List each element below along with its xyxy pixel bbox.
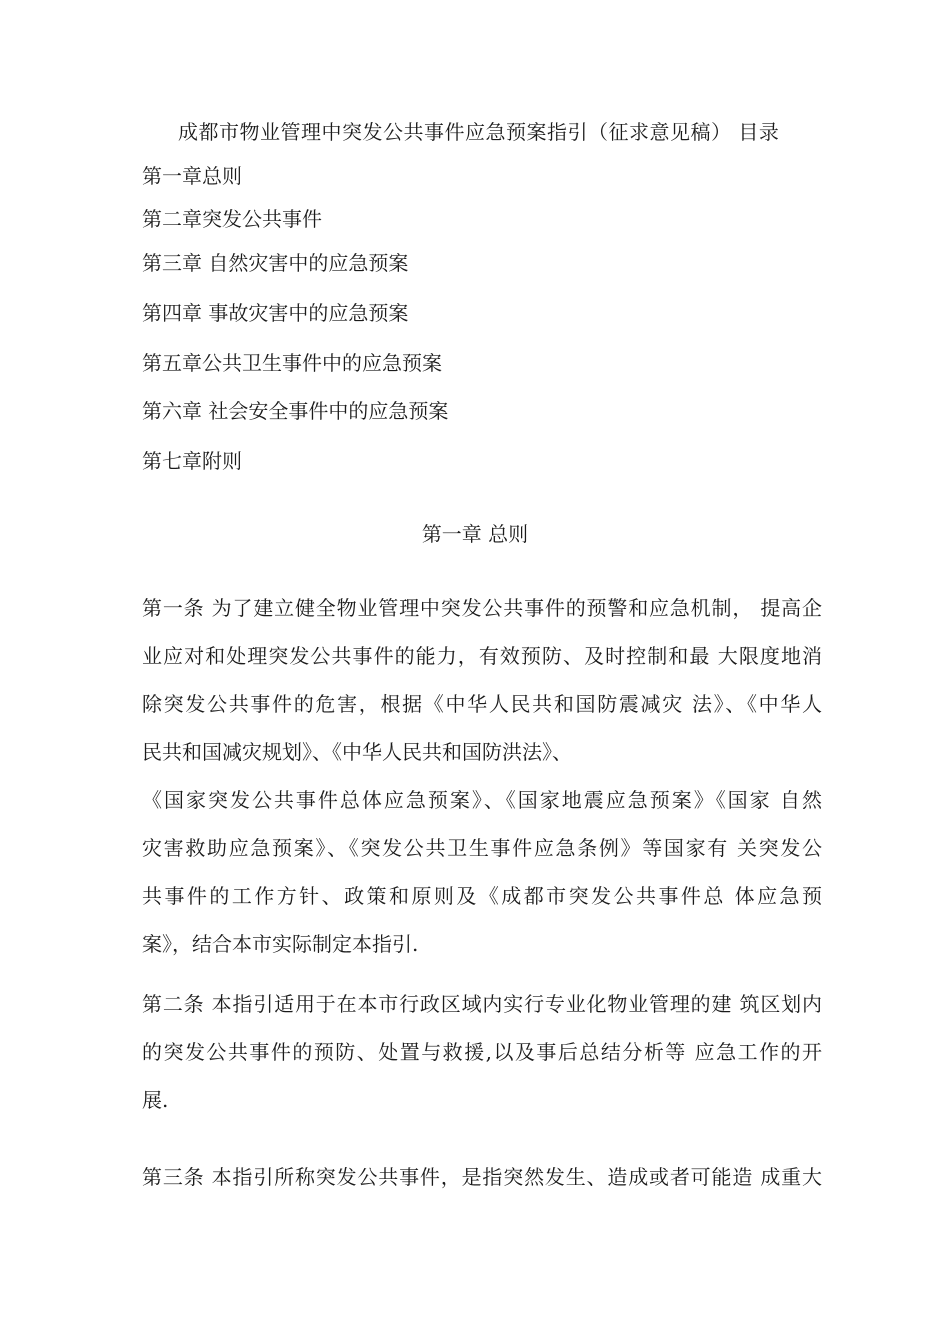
toc-item-chapter-7: 第七章附则: [142, 449, 242, 473]
article-line: 第一条 为了建立健全物业管理中突发公共事件的预警和应急机制， 提高企: [142, 596, 822, 620]
article-2: [142, 980, 822, 1124]
article-3: [142, 1153, 822, 1201]
toc-item-chapter-5: 第五章公共卫生事件中的应急预案: [142, 351, 442, 375]
chapter-1-heading: 第一章 总则: [421, 522, 529, 546]
article-line: 展.: [142, 1088, 169, 1112]
toc-item-chapter-1: 第一章总则: [142, 164, 242, 188]
article-line: 共事件的工作方针、政策和原则及《成都市突发公共事件总 体应急预: [142, 884, 822, 908]
table-of-contents: [142, 164, 842, 473]
article-line: 案》，结合本市实际制定本指引.: [142, 932, 419, 956]
article-line: 灾害救助应急预案》、《突发公共卫生事件应急条例》等国家有 关突发公: [142, 836, 822, 860]
article-line: 业应对和处理突发公共事件的能力，有效预防、及时控制和最 大限度地消: [142, 644, 822, 668]
toc-item-chapter-2: 第二章突发公共事件: [142, 207, 322, 231]
article-line: 除突发公共事件的危害，根据《中华人民共和国防震减灾 法》、《中华人: [142, 692, 822, 716]
document-title: 成都市物业管理中突发公共事件应急预案指引（征求意见稿） 目录: [178, 120, 780, 144]
article-line: 民共和国减灾规划》、《中华人民共和国防洪法》、: [142, 740, 572, 764]
toc-item-chapter-6: 第六章 社会安全事件中的应急预案: [142, 399, 449, 423]
article-line: 的突发公共事件的预防、处置与救援,以及事后总结分析等 应急工作的开: [142, 1040, 822, 1064]
article-line: 第二条 本指引适用于在本市行政区域内实行专业化物业管理的建 筑区划内: [142, 992, 822, 1016]
article-line: 第三条 本指引所称突发公共事件，是指突然发生、造成或者可能造 成重大: [142, 1165, 822, 1189]
toc-item-chapter-4: 第四章 事故灾害中的应急预案: [142, 301, 409, 325]
article-1: [142, 584, 822, 968]
toc-item-chapter-3: 第三章 自然灾害中的应急预案: [142, 251, 409, 275]
article-line: 《国家突发公共事件总体应急预案》、《国家地震应急预案》《国家 自然: [142, 788, 822, 812]
